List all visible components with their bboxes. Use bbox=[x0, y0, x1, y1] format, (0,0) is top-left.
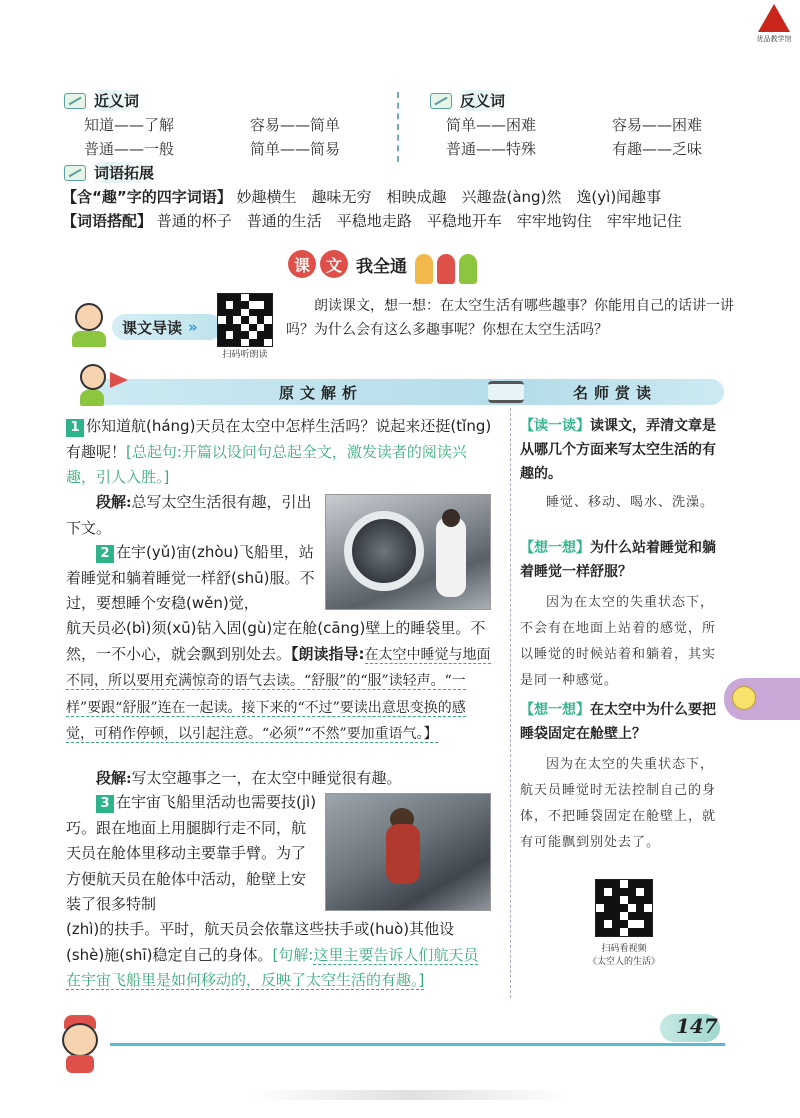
guide-label: 课文导读 bbox=[122, 318, 183, 337]
extension-label: 词语拓展 bbox=[92, 162, 162, 183]
reading-guide-text: 在太空中睡觉与地面不同，所以要用充满惊奇的语气去读。“舒服”的“服”读轻声。“一样”要跟“舒服”连在一起读。接下来的“不过”要读出意思变换的感觉，可稍作停顿，以引起注意。“必须”“不然”要加重语气。】 bbox=[66, 646, 491, 742]
paragraph-text: 在宇宙飞船里活动也需要技(jì)巧。跟在地面上用腿脚行走不同，航天员在舱体里移动主要靠手臂。为了方便航天员在舱体中活动，舱壁上安装了很多特制 bbox=[66, 793, 317, 913]
segment-summary-2 bbox=[66, 766, 492, 792]
extension-heading bbox=[64, 162, 162, 183]
question-text: 在太空中为什么要把睡袋固定在舱壁上？ bbox=[520, 702, 716, 742]
note-tag: [句解: bbox=[272, 945, 314, 964]
paragraph-number: 1 bbox=[66, 419, 84, 437]
extension-words: 普通的杯子 普通的生活 平稳地走路 平稳地开车 牢牢地钩住 牢牢地记住 bbox=[156, 212, 682, 230]
qr-code-icon[interactable] bbox=[595, 879, 653, 937]
synonyms-label: 近义词 bbox=[92, 90, 147, 111]
astronaut-moving-photo bbox=[325, 793, 491, 911]
paragraph-text: 航天员必(bì)须(xū)钻入固(gù)定在舱(cāng)壁上的睡袋里。不然，一不小心，就会飘到别处去。 bbox=[66, 619, 486, 663]
side-tab[interactable] bbox=[724, 678, 800, 720]
qr-caption-title: 《太空人的生活》 bbox=[588, 957, 661, 967]
synonym-pair: 容易——简单 bbox=[250, 116, 341, 134]
header-teacher-reading: 名师赏读 bbox=[506, 379, 724, 405]
antonym-pair: 容易——困难 bbox=[612, 116, 703, 134]
guide-tag bbox=[112, 314, 222, 340]
title-char-circle: 课 bbox=[288, 250, 316, 278]
page-number: 147 bbox=[676, 1014, 718, 1038]
paragraph-3-part-1 bbox=[66, 790, 320, 918]
segment-text: 总写太空生活很有趣，引出下文。 bbox=[66, 493, 312, 537]
footer-line bbox=[110, 1043, 725, 1046]
teacher-question-1 bbox=[520, 414, 720, 516]
video-qr-block[interactable] bbox=[588, 879, 660, 967]
smiley-icon bbox=[732, 686, 756, 710]
chevrons-icon: » bbox=[188, 318, 198, 336]
guide-text: 朗读课文，想一想：在太空生活有哪些趣事？你能用自己的话讲一讲吗？为什么会有这么多趣事呢？你想在太空生活吗？ bbox=[286, 298, 734, 338]
answer-text: 因为在太空的失重状态下，航天员睡觉时无法控制自己的身体，不把睡袋固定在舱壁上，就有可能飘到别处去了。 bbox=[520, 757, 717, 850]
astronaut-sleeping-photo bbox=[325, 494, 491, 610]
qr-code-icon[interactable] bbox=[217, 293, 273, 347]
question-tag: 【想一想】 bbox=[520, 540, 590, 556]
question-text: 读课文，弄清文章是从哪几个方面来写太空生活的有趣的。 bbox=[520, 418, 716, 482]
title-char-circle: 文 bbox=[320, 250, 348, 278]
publisher-logo bbox=[752, 4, 796, 48]
note-text: 这里主要告诉人们航天员在宇宙飞船里是如何移动的，反映了太空生活的有趣。] bbox=[66, 945, 479, 989]
extension-words: 妙趣横生 趣味无穷 相映成趣 兴趣盎(àng)然 逸(yì)闻趣事 bbox=[236, 188, 662, 206]
pencil-icon bbox=[64, 165, 86, 181]
question-text: 为什么站着睡觉和躺着睡觉一样舒服？ bbox=[520, 540, 716, 580]
mascot-icon bbox=[50, 1015, 110, 1075]
paragraph-2-part-1 bbox=[66, 540, 320, 617]
reading-guide-tag: 【朗读指导: bbox=[291, 644, 365, 663]
paragraph-3-part-2 bbox=[66, 917, 492, 994]
antonym-pair: 有趣——乏味 bbox=[612, 140, 703, 158]
answer-text: 睡觉、移动、喝水、洗澡。 bbox=[546, 495, 715, 510]
guide-qr-block[interactable] bbox=[217, 293, 273, 360]
question-tag: 【想一想】 bbox=[520, 702, 590, 718]
synonyms-heading bbox=[64, 90, 147, 111]
paragraph-text: 在宇(yǔ)宙(zhòu)飞船里，站着睡觉和躺着睡觉一样舒(shū)服。不过，要想睡个安稳(wěn)觉， bbox=[66, 543, 315, 612]
segment-label: 段解: bbox=[96, 493, 132, 511]
pencil-icon bbox=[64, 93, 86, 109]
question-tag: 【读一读】 bbox=[520, 418, 590, 434]
graduate-kid-icon bbox=[66, 303, 112, 349]
teacher-question-2 bbox=[520, 536, 720, 694]
logo-text: 优品教学馆 bbox=[756, 35, 792, 43]
antonym-pair: 简单——困难 bbox=[446, 116, 537, 134]
answer-text: 因为在太空的失重状态下，不会有在地面上站着的感觉，所以睡觉的时候站着和躺着，其实是同一种感觉。 bbox=[520, 595, 717, 688]
section-divider bbox=[397, 92, 399, 162]
antonyms-label: 反义词 bbox=[458, 90, 513, 111]
synonym-pair: 普通——一般 bbox=[84, 140, 175, 158]
lesson-section-title bbox=[288, 244, 481, 284]
megaphone-kid-icon bbox=[80, 364, 124, 408]
segment-text: 写太空趣事之一，在太空中睡觉很有趣。 bbox=[131, 769, 402, 787]
teacher-question-3 bbox=[520, 698, 720, 856]
extension-tag: 【词语搭配】 bbox=[62, 212, 153, 230]
paragraph-2-part-2 bbox=[66, 616, 492, 748]
scan-edge-artifact bbox=[250, 1090, 570, 1100]
column-divider bbox=[510, 408, 511, 998]
paragraph-text: (zhì)的扶手。平时，航天员会依靠这些扶手或(huò)其他设(shè)施(shī)稳定自己的身体。 bbox=[66, 920, 455, 964]
kids-studying-icon bbox=[411, 244, 481, 284]
header-connector bbox=[488, 381, 524, 403]
extension-row-2 bbox=[62, 210, 682, 231]
pencil-icon bbox=[430, 93, 452, 109]
note-text: 开篇以设问句总起全文，激发读者的阅读兴趣，引人入胜。] bbox=[66, 442, 467, 486]
qr-caption: 扫码听朗读 bbox=[222, 350, 268, 360]
header-original-analysis: 原文解析 bbox=[86, 379, 556, 405]
paragraph-1 bbox=[66, 414, 492, 491]
segment-summary-1 bbox=[66, 490, 320, 541]
paragraph-number: 3 bbox=[96, 795, 114, 813]
paragraph-number: 2 bbox=[96, 545, 114, 563]
logo-icon bbox=[758, 4, 790, 32]
note-tag: [总起句: bbox=[126, 442, 182, 461]
title-text: 我全通 bbox=[356, 256, 407, 277]
column-header-bar bbox=[66, 375, 720, 405]
antonym-pair: 普通——特殊 bbox=[446, 140, 537, 158]
antonyms-heading bbox=[430, 90, 513, 111]
synonym-pair: 知道——了解 bbox=[84, 116, 175, 134]
extension-tag: 【含“趣”字的四字词语】 bbox=[62, 188, 232, 206]
paragraph-text: 你知道航(háng)天员在太空中怎样生活吗？说起来还挺(tǐng)有趣呢！ bbox=[66, 417, 492, 461]
segment-label: 段解: bbox=[96, 769, 132, 787]
qr-caption: 扫码看视频 bbox=[601, 944, 647, 954]
synonym-pair: 简单——简易 bbox=[250, 140, 341, 158]
extension-row-1 bbox=[62, 186, 661, 207]
